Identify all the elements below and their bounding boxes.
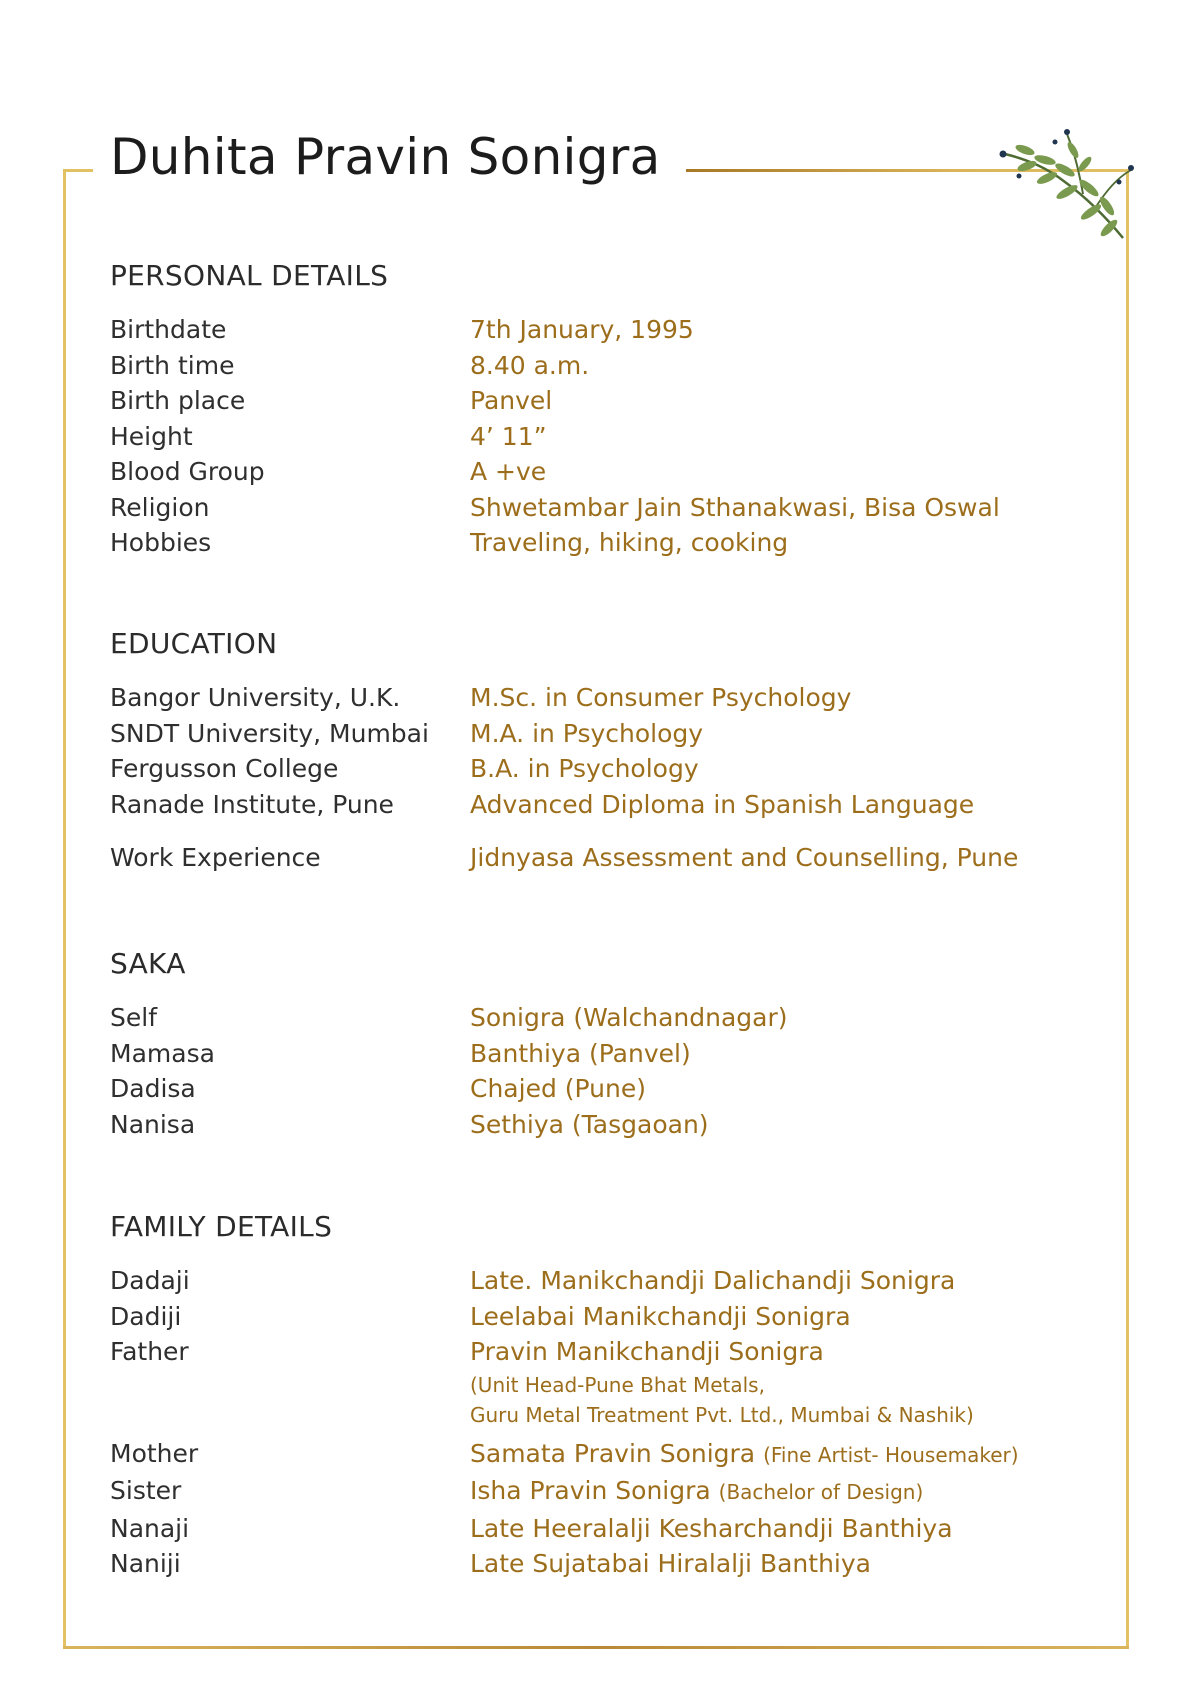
family-row <box>110 1334 1070 1370</box>
family-row <box>110 1299 1070 1335</box>
relative-name <box>470 1473 923 1511</box>
relation-label: Sister <box>110 1476 182 1505</box>
page-title: Duhita Pravin Sonigra <box>110 128 661 186</box>
saka-row <box>110 1036 1070 1072</box>
degree-value: M.A. in Psychology <box>470 718 704 748</box>
father-occupation-line1: (Unit Head-Pune Bhat Metals, <box>470 1372 765 1397</box>
detail-label: Religion <box>110 492 210 522</box>
detail-value: Shwetambar Jain Sthanakwasi, Bisa Oswal <box>470 492 1000 522</box>
relative-occupation: (Bachelor of Design) <box>718 1480 924 1504</box>
father-occupation-row <box>110 1400 1070 1430</box>
saka-label: Mamasa <box>110 1038 215 1068</box>
relation-label: Mother <box>110 1438 199 1468</box>
saka-value: Chajed (Pune) <box>470 1074 646 1103</box>
family-row <box>110 1436 1070 1474</box>
institution-label: Fergusson College <box>110 754 339 783</box>
work-experience-label: Work Experience <box>110 843 321 872</box>
leaf-sprig-icon <box>995 120 1135 250</box>
detail-label: Height <box>110 421 193 451</box>
detail-row <box>110 312 1070 348</box>
institution-label: Ranade Institute, Pune <box>110 789 394 819</box>
detail-label: Birthdate <box>110 315 227 344</box>
saka-value: Sethiya (Tasgaoan) <box>470 1109 709 1139</box>
detail-row <box>110 490 1070 526</box>
education-section <box>110 627 1070 876</box>
degree-value: M.Sc. in Consumer Psychology <box>470 683 852 712</box>
saka-section <box>110 947 1070 1142</box>
personal-details-section <box>110 259 1070 561</box>
saka-label: Nanisa <box>110 1109 196 1139</box>
personal-details-heading: PERSONAL DETAILS <box>110 259 389 292</box>
saka-value: Banthiya (Panvel) <box>470 1038 691 1068</box>
detail-label: Hobbies <box>110 528 212 557</box>
detail-label: Birth time <box>110 350 235 380</box>
frame-bottom <box>63 1646 1129 1649</box>
institution-label: SNDT University, Mumbai <box>110 718 429 748</box>
father-occupation-row <box>110 1370 1070 1400</box>
saka-label: Self <box>110 1003 157 1032</box>
saka-row <box>110 1071 1070 1107</box>
detail-value: 4’ 11” <box>470 421 547 451</box>
frame-left <box>63 169 66 1649</box>
family-details-section <box>110 1210 1070 1582</box>
detail-value: Panvel <box>470 386 553 415</box>
relative-name <box>470 1436 1019 1474</box>
detail-label: Blood Group <box>110 457 265 486</box>
detail-value: A +ve <box>470 457 547 486</box>
education-heading: EDUCATION <box>110 627 278 660</box>
detail-label: Birth place <box>110 386 246 415</box>
institution-label: Bangor University, U.K. <box>110 683 401 712</box>
detail-row <box>110 419 1070 455</box>
family-row <box>110 1511 1070 1547</box>
relative-name: Late. Manikchandji Dalichandji Sonigra <box>470 1266 956 1295</box>
relative-name: Leelabai Manikchandji Sonigra <box>470 1301 851 1331</box>
detail-row <box>110 383 1070 419</box>
saka-label: Dadisa <box>110 1074 196 1103</box>
relative-name: Late Heeralalji Kesharchandji Banthiya <box>470 1513 953 1543</box>
detail-row <box>110 454 1070 490</box>
family-row <box>110 1263 1070 1299</box>
education-row <box>110 716 1070 752</box>
relation-label: Dadiji <box>110 1301 182 1331</box>
detail-value: 7th January, 1995 <box>470 315 694 344</box>
detail-value: Traveling, hiking, cooking <box>470 528 789 557</box>
relative-name: Late Sujatabai Hiralalji Banthiya <box>470 1549 871 1578</box>
saka-row <box>110 1107 1070 1143</box>
saka-value: Sonigra (Walchandnagar) <box>470 1003 788 1032</box>
work-experience-value: Jidnyasa Assessment and Counselling, Pune <box>470 843 1019 872</box>
relative-name: Pravin Manikchandji Sonigra <box>470 1337 824 1366</box>
detail-row <box>110 525 1070 561</box>
family-row <box>110 1546 1070 1582</box>
education-row <box>110 680 1070 716</box>
relative-name-text: Isha Pravin Sonigra <box>470 1476 711 1505</box>
saka-row <box>110 1000 1070 1036</box>
relation-label: Dadaji <box>110 1266 190 1295</box>
education-row <box>110 787 1070 823</box>
detail-row <box>110 348 1070 384</box>
degree-value: B.A. in Psychology <box>470 754 699 783</box>
detail-value: 8.40 a.m. <box>470 350 590 380</box>
saka-heading: SAKA <box>110 947 186 980</box>
father-occupation-line2: Guru Metal Treatment Pvt. Ltd., Mumbai & Nashik) <box>470 1402 974 1427</box>
degree-value: Advanced Diploma in Spanish Language <box>470 789 975 819</box>
family-details-heading: FAMILY DETAILS <box>110 1210 333 1243</box>
family-row <box>110 1473 1070 1511</box>
frame-right <box>1126 169 1129 1649</box>
education-row <box>110 751 1070 787</box>
work-experience-row <box>110 840 1070 876</box>
relation-label: Father <box>110 1337 189 1366</box>
relation-label: Naniji <box>110 1549 181 1578</box>
frame-top-left <box>63 169 93 172</box>
relative-occupation: (Fine Artist- Housemaker) <box>763 1442 1019 1467</box>
relation-label: Nanaji <box>110 1513 190 1543</box>
relative-name-text: Samata Pravin Sonigra <box>470 1438 756 1468</box>
